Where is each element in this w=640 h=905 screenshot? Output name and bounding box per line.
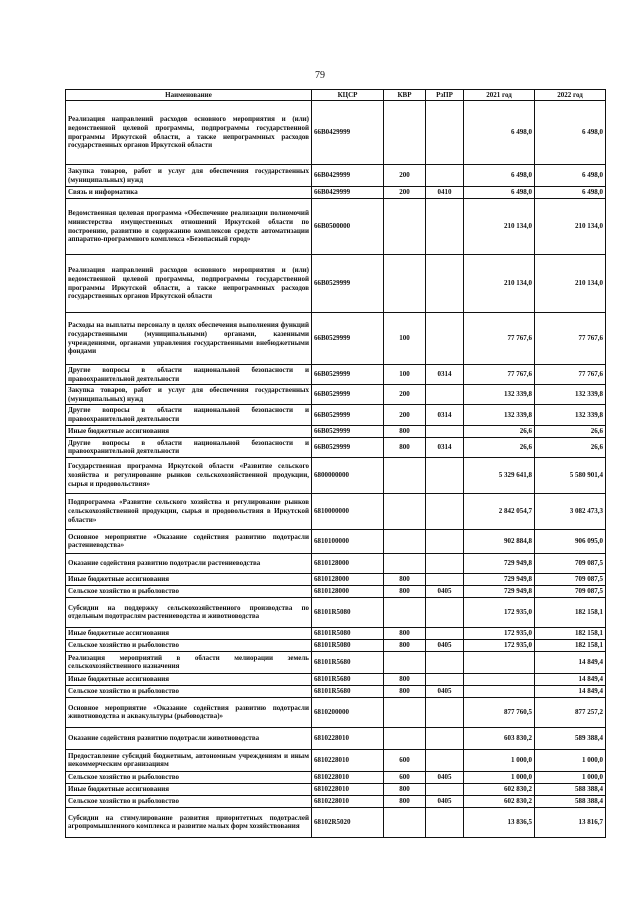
row-rzpr-cell bbox=[426, 101, 464, 165]
row-name-cell: Сельское хозяйство и рыболовство bbox=[66, 685, 312, 697]
row-name-cell: Иные бюджетные ассигнования bbox=[66, 673, 312, 685]
row-rzpr-cell: 0314 bbox=[426, 405, 464, 425]
row-rzpr-cell bbox=[426, 553, 464, 573]
row-2021-cell: 13 836,5 bbox=[464, 807, 535, 837]
row-kcsr-cell: 6810228010 bbox=[312, 783, 384, 795]
table-row bbox=[66, 425, 606, 437]
row-2022-cell: 709 087,5 bbox=[535, 573, 606, 585]
row-kcsr-cell: 68101R5080 bbox=[312, 597, 384, 627]
row-kvr-cell: 100 bbox=[384, 365, 426, 385]
row-name-cell: Субсидии на поддержку сельскохозяйственного производства по отдельным подотраслям растениеводства и животноводства bbox=[66, 597, 312, 627]
row-2022-cell: 77 767,6 bbox=[535, 365, 606, 385]
row-2021-cell bbox=[464, 673, 535, 685]
row-kvr-cell bbox=[384, 727, 426, 749]
row-rzpr-cell bbox=[426, 255, 464, 313]
row-kvr-cell bbox=[384, 457, 426, 493]
row-2021-cell: 729 949,8 bbox=[464, 553, 535, 573]
row-kcsr-cell: 68101R5680 bbox=[312, 673, 384, 685]
row-rzpr-cell bbox=[426, 529, 464, 553]
row-rzpr-cell bbox=[426, 199, 464, 255]
table-row bbox=[66, 585, 606, 597]
row-name-cell: Основное мероприятие «Оказание содействия развитию подотрасли животноводства и аквакультуры (рыбоводства)» bbox=[66, 697, 312, 727]
row-2021-cell: 77 767,6 bbox=[464, 313, 535, 365]
row-rzpr-cell bbox=[426, 783, 464, 795]
table-row bbox=[66, 405, 606, 425]
row-rzpr-cell bbox=[426, 165, 464, 187]
row-2022-cell: 182 158,1 bbox=[535, 597, 606, 627]
row-kcsr-cell: 66В0529999 bbox=[312, 255, 384, 313]
row-kcsr-cell: 6810128000 bbox=[312, 553, 384, 573]
row-kcsr-cell: 66В0529999 bbox=[312, 437, 384, 457]
row-kcsr-cell: 68101R5080 bbox=[312, 627, 384, 639]
row-kcsr-cell: 6810228010 bbox=[312, 771, 384, 783]
row-2022-cell: 6 498,0 bbox=[535, 187, 606, 199]
row-kcsr-cell: 66В0529999 bbox=[312, 425, 384, 437]
row-kcsr-cell: 68101R5680 bbox=[312, 685, 384, 697]
row-2022-cell: 14 849,4 bbox=[535, 651, 606, 673]
row-2021-cell: 6 498,0 bbox=[464, 101, 535, 165]
row-kcsr-cell: 6810228010 bbox=[312, 749, 384, 771]
header-2022: 2022 год bbox=[535, 90, 606, 101]
row-kvr-cell: 800 bbox=[384, 783, 426, 795]
row-rzpr-cell bbox=[426, 697, 464, 727]
header-name: Наименование bbox=[66, 90, 312, 101]
row-kvr-cell bbox=[384, 199, 426, 255]
table-row bbox=[66, 597, 606, 627]
row-kvr-cell bbox=[384, 807, 426, 837]
row-2021-cell: 603 830,2 bbox=[464, 727, 535, 749]
table-row bbox=[66, 749, 606, 771]
row-rzpr-cell: 0405 bbox=[426, 585, 464, 597]
row-kcsr-cell: 66В0529999 bbox=[312, 313, 384, 365]
row-kvr-cell: 800 bbox=[384, 685, 426, 697]
row-kcsr-cell: 6810128000 bbox=[312, 573, 384, 585]
row-rzpr-cell bbox=[426, 573, 464, 585]
row-kvr-cell: 100 bbox=[384, 313, 426, 365]
row-name-cell: Закупка товаров, работ и услуг для обеспечения государственных (муниципальных) нужд bbox=[66, 165, 312, 187]
table-row bbox=[66, 437, 606, 457]
row-2022-cell: 26,6 bbox=[535, 425, 606, 437]
row-2022-cell: 77 767,6 bbox=[535, 313, 606, 365]
row-kcsr-cell: 66В0529999 bbox=[312, 385, 384, 405]
row-2021-cell: 132 339,8 bbox=[464, 385, 535, 405]
row-2022-cell: 588 388,4 bbox=[535, 783, 606, 795]
row-kcsr-cell: 68101R5680 bbox=[312, 651, 384, 673]
row-2022-cell: 1 000,0 bbox=[535, 771, 606, 783]
row-name-cell: Закупка товаров, работ и услуг для обеспечения государственных (муниципальных) нужд bbox=[66, 385, 312, 405]
row-2022-cell: 14 849,4 bbox=[535, 673, 606, 685]
row-2022-cell: 588 388,4 bbox=[535, 795, 606, 807]
row-2021-cell: 172 935,0 bbox=[464, 597, 535, 627]
row-name-cell: Оказание содействия развитию подотрасли растениеводства bbox=[66, 553, 312, 573]
table-row bbox=[66, 697, 606, 727]
row-2021-cell: 729 949,8 bbox=[464, 585, 535, 597]
row-2022-cell: 210 134,0 bbox=[535, 199, 606, 255]
row-rzpr-cell bbox=[426, 749, 464, 771]
row-name-cell: Ведомственная целевая программа «Обеспечение реализации полномочий министерства имущественных отношений Иркутской области по построению, развитию и содержанию комплексов средств автоматизации аппаратно-программного комплекса «Безопасный город» bbox=[66, 199, 312, 255]
table-row bbox=[66, 807, 606, 837]
row-2021-cell: 877 760,5 bbox=[464, 697, 535, 727]
row-kvr-cell: 800 bbox=[384, 673, 426, 685]
row-2021-cell bbox=[464, 685, 535, 697]
row-name-cell: Расходы на выплаты персоналу в целях обеспечения выполнения функций государственными (муниципальными) органами, казенными учреждениями, органами управления государственными внебюджетными фондами bbox=[66, 313, 312, 365]
row-2022-cell: 1 000,0 bbox=[535, 749, 606, 771]
row-2022-cell: 26,6 bbox=[535, 437, 606, 457]
row-rzpr-cell: 0410 bbox=[426, 187, 464, 199]
row-kcsr-cell: 66В0500000 bbox=[312, 199, 384, 255]
row-2021-cell bbox=[464, 651, 535, 673]
row-2021-cell: 172 935,0 bbox=[464, 627, 535, 639]
row-name-cell: Иные бюджетные ассигнования bbox=[66, 573, 312, 585]
row-2021-cell: 77 767,6 bbox=[464, 365, 535, 385]
row-rzpr-cell bbox=[426, 651, 464, 673]
row-2021-cell: 2 842 054,7 bbox=[464, 493, 535, 529]
row-2021-cell: 6 498,0 bbox=[464, 187, 535, 199]
header-kcsr: КЦСР bbox=[312, 90, 384, 101]
row-2021-cell: 210 134,0 bbox=[464, 199, 535, 255]
row-kvr-cell: 200 bbox=[384, 165, 426, 187]
row-rzpr-cell: 0405 bbox=[426, 771, 464, 783]
row-name-cell: Реализация направлений расходов основного мероприятия и (или) ведомственной целевой программы, подпрограммы государственной программы Иркутской области, а также непрограммных расходов государственных органов Иркутской области bbox=[66, 255, 312, 313]
table-row bbox=[66, 365, 606, 385]
row-kvr-cell: 800 bbox=[384, 585, 426, 597]
row-kvr-cell bbox=[384, 697, 426, 727]
row-2022-cell: 709 087,5 bbox=[535, 585, 606, 597]
row-name-cell: Сельское хозяйство и рыболовство bbox=[66, 639, 312, 651]
table-row bbox=[66, 493, 606, 529]
row-name-cell: Сельское хозяйство и рыболовство bbox=[66, 771, 312, 783]
header-2021: 2021 год bbox=[464, 90, 535, 101]
row-kcsr-cell: 66В0529999 bbox=[312, 405, 384, 425]
row-2022-cell: 132 339,8 bbox=[535, 385, 606, 405]
table-row bbox=[66, 199, 606, 255]
row-kvr-cell bbox=[384, 651, 426, 673]
row-kcsr-cell: 66В0529999 bbox=[312, 365, 384, 385]
row-rzpr-cell bbox=[426, 673, 464, 685]
row-2021-cell: 5 329 641,8 bbox=[464, 457, 535, 493]
row-kvr-cell bbox=[384, 553, 426, 573]
row-kcsr-cell: 6810000000 bbox=[312, 493, 384, 529]
row-name-cell: Другие вопросы в области национальной безопасности и правоохранительной деятельности bbox=[66, 437, 312, 457]
row-2022-cell: 906 095,0 bbox=[535, 529, 606, 553]
row-rzpr-cell bbox=[426, 457, 464, 493]
page-number: 79 bbox=[315, 70, 325, 81]
row-2021-cell: 729 949,8 bbox=[464, 573, 535, 585]
table-row bbox=[66, 651, 606, 673]
row-rzpr-cell: 0314 bbox=[426, 365, 464, 385]
row-2022-cell: 210 134,0 bbox=[535, 255, 606, 313]
row-2021-cell: 26,6 bbox=[464, 437, 535, 457]
row-kcsr-cell: 66В0429999 bbox=[312, 101, 384, 165]
row-kcsr-cell: 68102R5020 bbox=[312, 807, 384, 837]
row-kcsr-cell: 6810228010 bbox=[312, 795, 384, 807]
row-name-cell: Подпрограмма «Развитие сельского хозяйства и регулирование рынков сельскохозяйственной продукции, сырья и продовольствия в Иркутской области» bbox=[66, 493, 312, 529]
row-kvr-cell: 800 bbox=[384, 795, 426, 807]
row-name-cell: Другие вопросы в области национальной безопасности и правоохранительной деятельности bbox=[66, 365, 312, 385]
row-kvr-cell bbox=[384, 597, 426, 627]
row-2021-cell: 132 339,8 bbox=[464, 405, 535, 425]
row-2022-cell: 3 082 473,3 bbox=[535, 493, 606, 529]
row-rzpr-cell bbox=[426, 807, 464, 837]
row-kvr-cell: 800 bbox=[384, 437, 426, 457]
row-kcsr-cell: 6810128000 bbox=[312, 585, 384, 597]
row-kcsr-cell: 68101R5080 bbox=[312, 639, 384, 651]
row-kvr-cell: 200 bbox=[384, 405, 426, 425]
table-row bbox=[66, 165, 606, 187]
row-name-cell: Оказание содействия развитию подотрасли животноводства bbox=[66, 727, 312, 749]
row-rzpr-cell bbox=[426, 313, 464, 365]
row-rzpr-cell: 0405 bbox=[426, 685, 464, 697]
row-2022-cell: 589 388,4 bbox=[535, 727, 606, 749]
row-2022-cell: 182 158,1 bbox=[535, 627, 606, 639]
row-kvr-cell: 200 bbox=[384, 385, 426, 405]
row-name-cell: Реализация мероприятий в области мелиорации земель сельскохозяйственного назначения bbox=[66, 651, 312, 673]
table-row bbox=[66, 529, 606, 553]
row-kcsr-cell: 6810100000 bbox=[312, 529, 384, 553]
table-row bbox=[66, 187, 606, 199]
table-row bbox=[66, 255, 606, 313]
row-2022-cell: 6 498,0 bbox=[535, 101, 606, 165]
row-rzpr-cell: 0314 bbox=[426, 437, 464, 457]
table-header-row bbox=[66, 90, 606, 101]
row-kvr-cell bbox=[384, 529, 426, 553]
row-name-cell: Основное мероприятие «Оказание содействия развитию подотрасли растениеводства» bbox=[66, 529, 312, 553]
row-name-cell: Иные бюджетные ассигнования bbox=[66, 627, 312, 639]
row-rzpr-cell bbox=[426, 597, 464, 627]
row-name-cell: Государственная программа Иркутской области «Развитие сельского хозяйства и регулирование рынков сельскохозяйственной продукции, сырья и продовольствия» bbox=[66, 457, 312, 493]
row-2021-cell: 6 498,0 bbox=[464, 165, 535, 187]
row-rzpr-cell bbox=[426, 727, 464, 749]
row-name-cell: Предоставление субсидий бюджетным, автономным учреждениям и иным некоммерческим организациям bbox=[66, 749, 312, 771]
row-rzpr-cell bbox=[426, 385, 464, 405]
row-2021-cell: 172 935,0 bbox=[464, 639, 535, 651]
row-kvr-cell: 800 bbox=[384, 425, 426, 437]
row-name-cell: Иные бюджетные ассигнования bbox=[66, 425, 312, 437]
row-name-cell: Иные бюджетные ассигнования bbox=[66, 783, 312, 795]
row-kvr-cell: 200 bbox=[384, 187, 426, 199]
table-row bbox=[66, 457, 606, 493]
row-name-cell: Субсидии на стимулирование развития приоритетных подотраслей агропромышленного комплекса и развитие малых форм хозяйствования bbox=[66, 807, 312, 837]
row-rzpr-cell: 0405 bbox=[426, 795, 464, 807]
row-rzpr-cell bbox=[426, 627, 464, 639]
row-2022-cell: 5 580 901,4 bbox=[535, 457, 606, 493]
table-row bbox=[66, 685, 606, 697]
row-2021-cell: 602 830,2 bbox=[464, 795, 535, 807]
row-kvr-cell: 800 bbox=[384, 573, 426, 585]
header-kvr: КВР bbox=[384, 90, 426, 101]
table-row bbox=[66, 639, 606, 651]
row-2022-cell: 14 849,4 bbox=[535, 685, 606, 697]
row-2021-cell: 26,6 bbox=[464, 425, 535, 437]
row-kcsr-cell: 6810228010 bbox=[312, 727, 384, 749]
row-kcsr-cell: 6810200000 bbox=[312, 697, 384, 727]
table-row bbox=[66, 553, 606, 573]
row-2022-cell: 6 498,0 bbox=[535, 165, 606, 187]
row-rzpr-cell bbox=[426, 493, 464, 529]
row-kvr-cell: 800 bbox=[384, 627, 426, 639]
row-kcsr-cell: 66В0429999 bbox=[312, 165, 384, 187]
row-kvr-cell bbox=[384, 101, 426, 165]
row-name-cell: Реализация направлений расходов основного мероприятия и (или) ведомственной целевой программы, подпрограммы государственной программы Иркутской области, а также непрограммных расходов государственных органов Иркутской области bbox=[66, 101, 312, 165]
row-kcsr-cell: 66В0429999 bbox=[312, 187, 384, 199]
table-row bbox=[66, 101, 606, 165]
row-2021-cell: 1 000,0 bbox=[464, 771, 535, 783]
budget-table bbox=[65, 89, 606, 838]
row-kvr-cell: 600 bbox=[384, 771, 426, 783]
table-row bbox=[66, 627, 606, 639]
row-rzpr-cell bbox=[426, 425, 464, 437]
row-name-cell: Другие вопросы в области национальной безопасности и правоохранительной деятельности bbox=[66, 405, 312, 425]
table-row bbox=[66, 385, 606, 405]
row-kvr-cell: 800 bbox=[384, 639, 426, 651]
table-row bbox=[66, 673, 606, 685]
row-2022-cell: 709 087,5 bbox=[535, 553, 606, 573]
row-kvr-cell bbox=[384, 493, 426, 529]
row-2022-cell: 13 816,7 bbox=[535, 807, 606, 837]
row-rzpr-cell: 0405 bbox=[426, 639, 464, 651]
row-2021-cell: 210 134,0 bbox=[464, 255, 535, 313]
row-2021-cell: 1 000,0 bbox=[464, 749, 535, 771]
row-name-cell: Сельское хозяйство и рыболовство bbox=[66, 795, 312, 807]
row-2021-cell: 602 830,2 bbox=[464, 783, 535, 795]
row-kvr-cell: 600 bbox=[384, 749, 426, 771]
row-kcsr-cell: 6800000000 bbox=[312, 457, 384, 493]
row-2022-cell: 877 257,2 bbox=[535, 697, 606, 727]
table-row bbox=[66, 795, 606, 807]
table-row bbox=[66, 771, 606, 783]
header-rzpr: РзПР bbox=[426, 90, 464, 101]
row-2022-cell: 132 339,8 bbox=[535, 405, 606, 425]
table-row bbox=[66, 313, 606, 365]
row-name-cell: Сельское хозяйство и рыболовство bbox=[66, 585, 312, 597]
row-2021-cell: 902 884,8 bbox=[464, 529, 535, 553]
row-kvr-cell bbox=[384, 255, 426, 313]
row-name-cell: Связь и информатика bbox=[66, 187, 312, 199]
table-row bbox=[66, 573, 606, 585]
table-row bbox=[66, 783, 606, 795]
table-row bbox=[66, 727, 606, 749]
row-2022-cell: 182 158,1 bbox=[535, 639, 606, 651]
